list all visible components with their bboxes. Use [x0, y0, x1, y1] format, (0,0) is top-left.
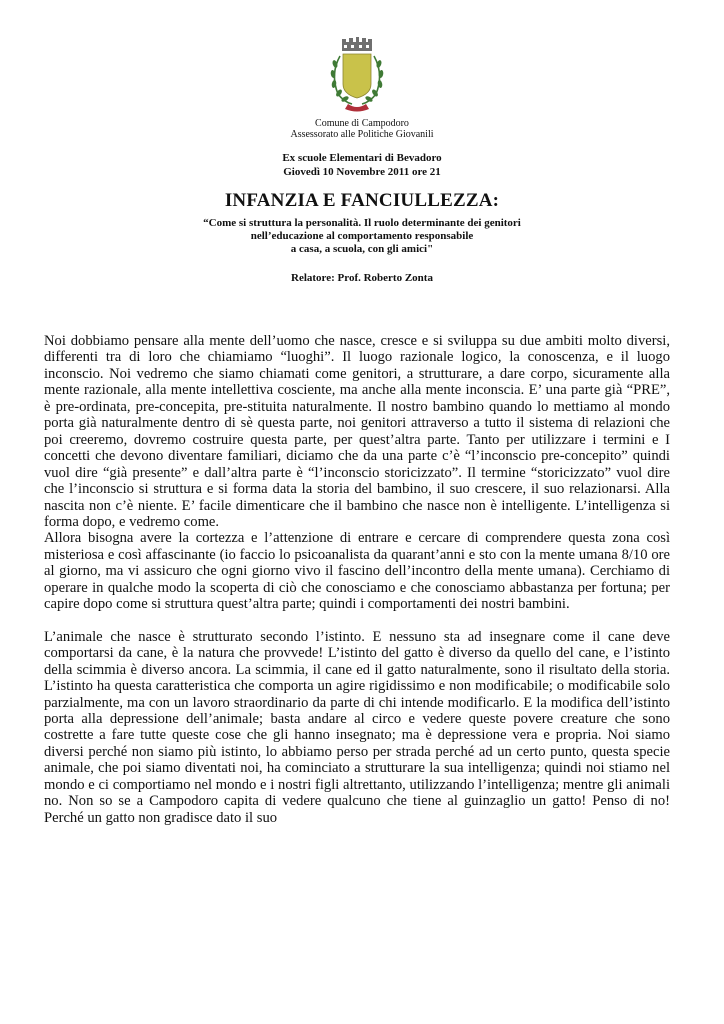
paragraph: Allora bisogna avere la cortezza e l’attenzione di entrare e cercare di comprendere questa zona così misteriosa e così affascinante (io faccio lo psicoanalista da quarant’anni e sto con la mente umana 8/10 ore al giorno, ma vi assicuro che ogni giorno vivo il fascino dell’incontro della mente umana). Cerchiamo di operare in qualche modo la scoperta di ciò che conosciamo e che conosciamo abbastanza per fortuna; per capire dopo come si struttura quest’altra parte; quindi i comportamenti dei nostri bambini. — [44, 530, 670, 613]
paragraph: Noi dobbiamo pensare alla mente dell’uomo che nasce, cresce e si sviluppa su due ambiti molto diversi, differenti tra di loro che chiamiamo “luoghi”. Il luogo razionale logico, la conoscenza, e il luogo inconscio. Noi vedremo che siamo chiamati come genitori, a strutturare, a dare corpo, sicuramente alla mente razionale, alla mente intellettiva cosciente, ma anche alla mente inconscia. E’ una parte già “PRE”, è pre-ordinata, pre-concepita, pre-stituita naturalmente. Il nostro bambino quando lo mettiamo al mondo porta già naturalmente dentro di sè questa parte, noi genitori attraverso a tutto il sistema di relazioni che poi creeremo, dovremo costruire questa parte, per quest’altra parte. Tanto per utilizzare i termini e I concetti che devono diventare familiari, diciamo che da una parte c’è “l’inconscio pre-concepito” quindi vuol dire “già presente” e dall’altra parte è “l’inconscio storicizzato”. Il termine “storicizzato” vuol dire che l’inconscio si struttura e si forma data la storia del bambino, il suo crescere, il suo relazionarsi. Alla nascita non c’è niente. E’ facile dimenticare che il bambino che nasce non è intelligente. L’intelligenza si forma dopo, e vedremo come. — [44, 333, 670, 530]
subtitle-line-2: nell’educazione al comportamento responsabile — [250, 230, 474, 242]
municipal-coat-of-arms-icon — [322, 36, 392, 116]
org-name: Comune di Campodoro — [315, 118, 409, 129]
subtitle-line-3: a casa, a scuola, con gli amici" — [290, 243, 434, 255]
article-body — [44, 333, 670, 826]
speaker-line: Relatore: Prof. Roberto Zonta — [291, 272, 433, 284]
event-venue: Ex scuole Elementari di Bevadoro — [282, 152, 442, 164]
paragraph: L’animale che nasce è strutturato secondo l’istinto. E nessuno sta ad insegnare come il cane deve comportarsi da cane, è la natura che provvede! L’istinto del gatto è diverso da quello del cane, e l’istinto della scimmia è diverso ancora. La scimmia, il cane ed il gatto naturalmente, sono il risultato della storia. L’istinto ha questa caratteristica che comporta un agire rigidissimo e non modificabile; o modificabile solo parzialmente, ma con un lavoro straordinario da parte di chi intende modificarlo. E la modifica dell’istinto porta alla depressione dell’animale; basta andare al circo e vedere queste povere creature che sono costrette a fare tutte queste cose che gli hanno insegnato; ma è depressione vera e propria. Noi siamo diversi perché non siamo più istinto, lo abbiamo perso per strada perché ad un certo punto, questa specie animale, che poi siamo diventati noi, ha cominciato a strutturare la sua intelligenza; quindi noi stiamo nel mondo e ci comportiamo nel mondo e i nostri figli altrettanto, utilizzando l’intelligenza; mentre gli animali no. Non so se a Campodoro capita di vedere qualcuno che tiene al guinzaglio un gatto! Penso di no! Perché un gatto non gradisce dato il suo — [44, 628, 670, 826]
event-datetime: Giovedì 10 Novembre 2011 ore 21 — [283, 166, 441, 178]
crown-icon — [342, 37, 372, 51]
subtitle-line-1: “Come si struttura la personalità. Il ruolo determinante dei genitori — [203, 217, 521, 229]
org-department: Assessorato alle Politiche Giovanili — [290, 129, 434, 140]
document-title: INFANZIA E FANCIULLEZZA: — [224, 190, 500, 211]
